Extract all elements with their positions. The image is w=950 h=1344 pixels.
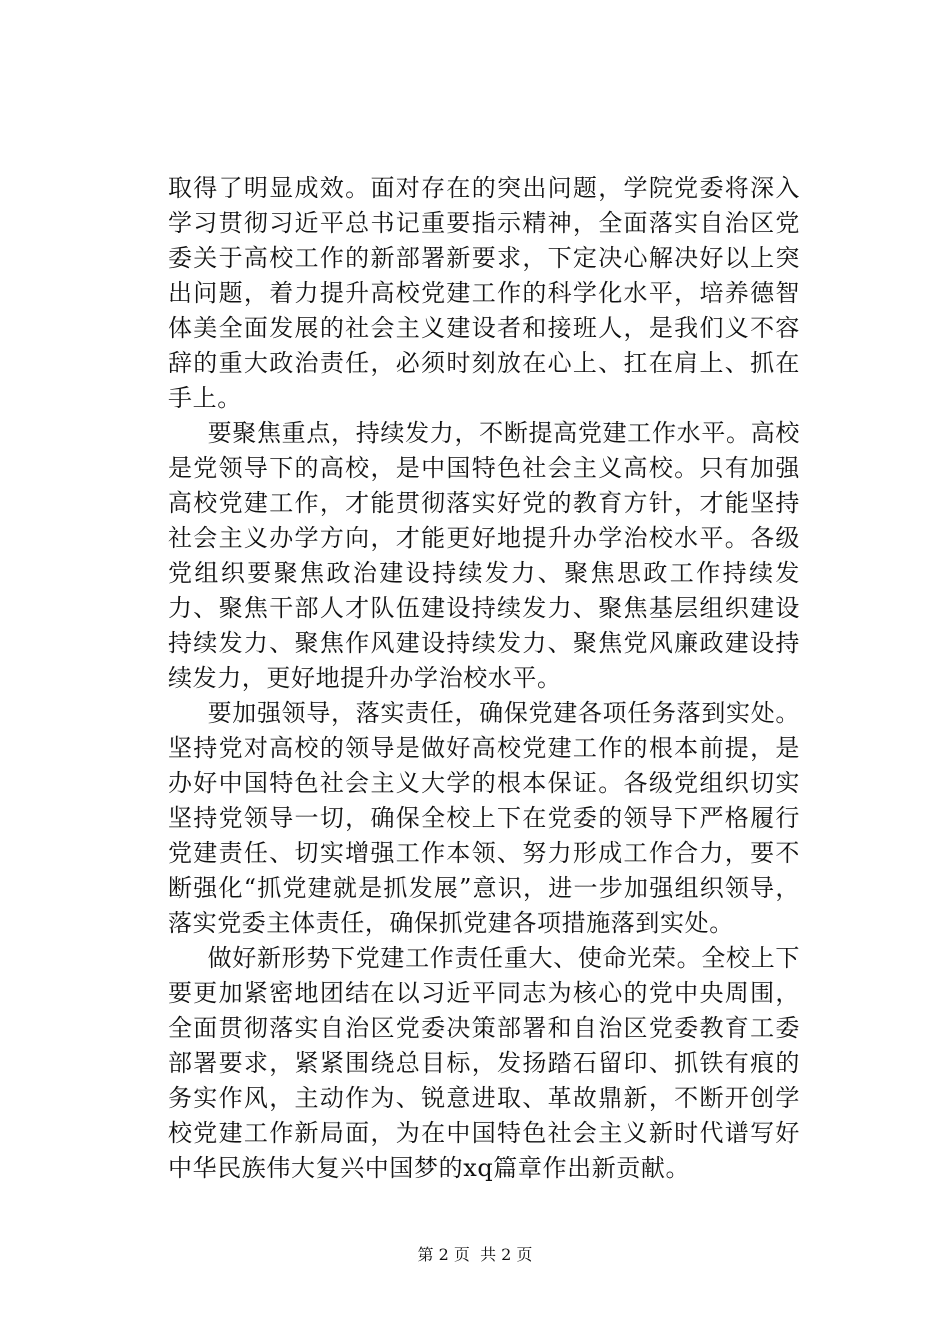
page-footer: 第 2 页 共 2 页 <box>417 1245 533 1264</box>
paragraph-2: 要聚焦重点，持续发力，不断提高党建工作水平。高校是党领导下的高校，是中国特色社会主义高校。只有加强高校党建工作，才能贯彻落实好党的教育方针，才能坚持社会主义办学方向，才能更好地提升办学治校水平。各级党组织要聚焦政治建设持续发力、聚焦思政工作持续发力、聚焦干部人才队伍建设持续发力、聚焦基层组织建设持续发力、聚焦作风建设持续发力、聚焦党风廉政建设持续发力，更好地提升办学治校水平。 <box>168 419 800 692</box>
paragraph-1: 取得了明显成效。面对存在的突出问题，学院党委将深入学习贯彻习近平总书记重要指示精神，全面落实自治区党委关于高校工作的新部署新要求，下定决心解决好以上突出问题，着力提升高校党建工作的科学化水平，培养德智体美全面发展的社会主义建设者和接班人，是我们义不容辞的重大政治责任，必须时刻放在心上、扛在肩上、抓在手上。 <box>168 174 800 412</box>
paragraph-4: 做好新形势下党建工作责任重大、使命光荣。全校上下要更加紧密地团结在以习近平同志为核心的党中央周围，全面贯彻落实自治区党委决策部署和自治区党委教育工委部署要求，紧紧围绕总目标，发扬踏石留印、抓铁有痕的务实作风，主动作为、锐意进取、革故鼎新，不断开创学校党建工作新局面，为在中国特色社会主义新时代谱写好中华民族伟大复兴中国梦的xq篇章作出新贡献。 <box>168 944 800 1182</box>
document-body <box>168 171 800 1186</box>
paragraph-3: 要加强领导，落实责任，确保党建各项任务落到实处。坚持党对高校的领导是做好高校党建工作的根本前提，是办好中国特色社会主义大学的根本保证。各级党组织切实坚持党领导一切，确保全校上下在党委的领导下严格履行党建责任、切实增强工作本领、努力形成工作合力，要不断强化“抓党建就是抓发展”意识，进一步加强组织领导，落实党委主体责任，确保抓党建各项措施落到实处。 <box>168 699 800 937</box>
